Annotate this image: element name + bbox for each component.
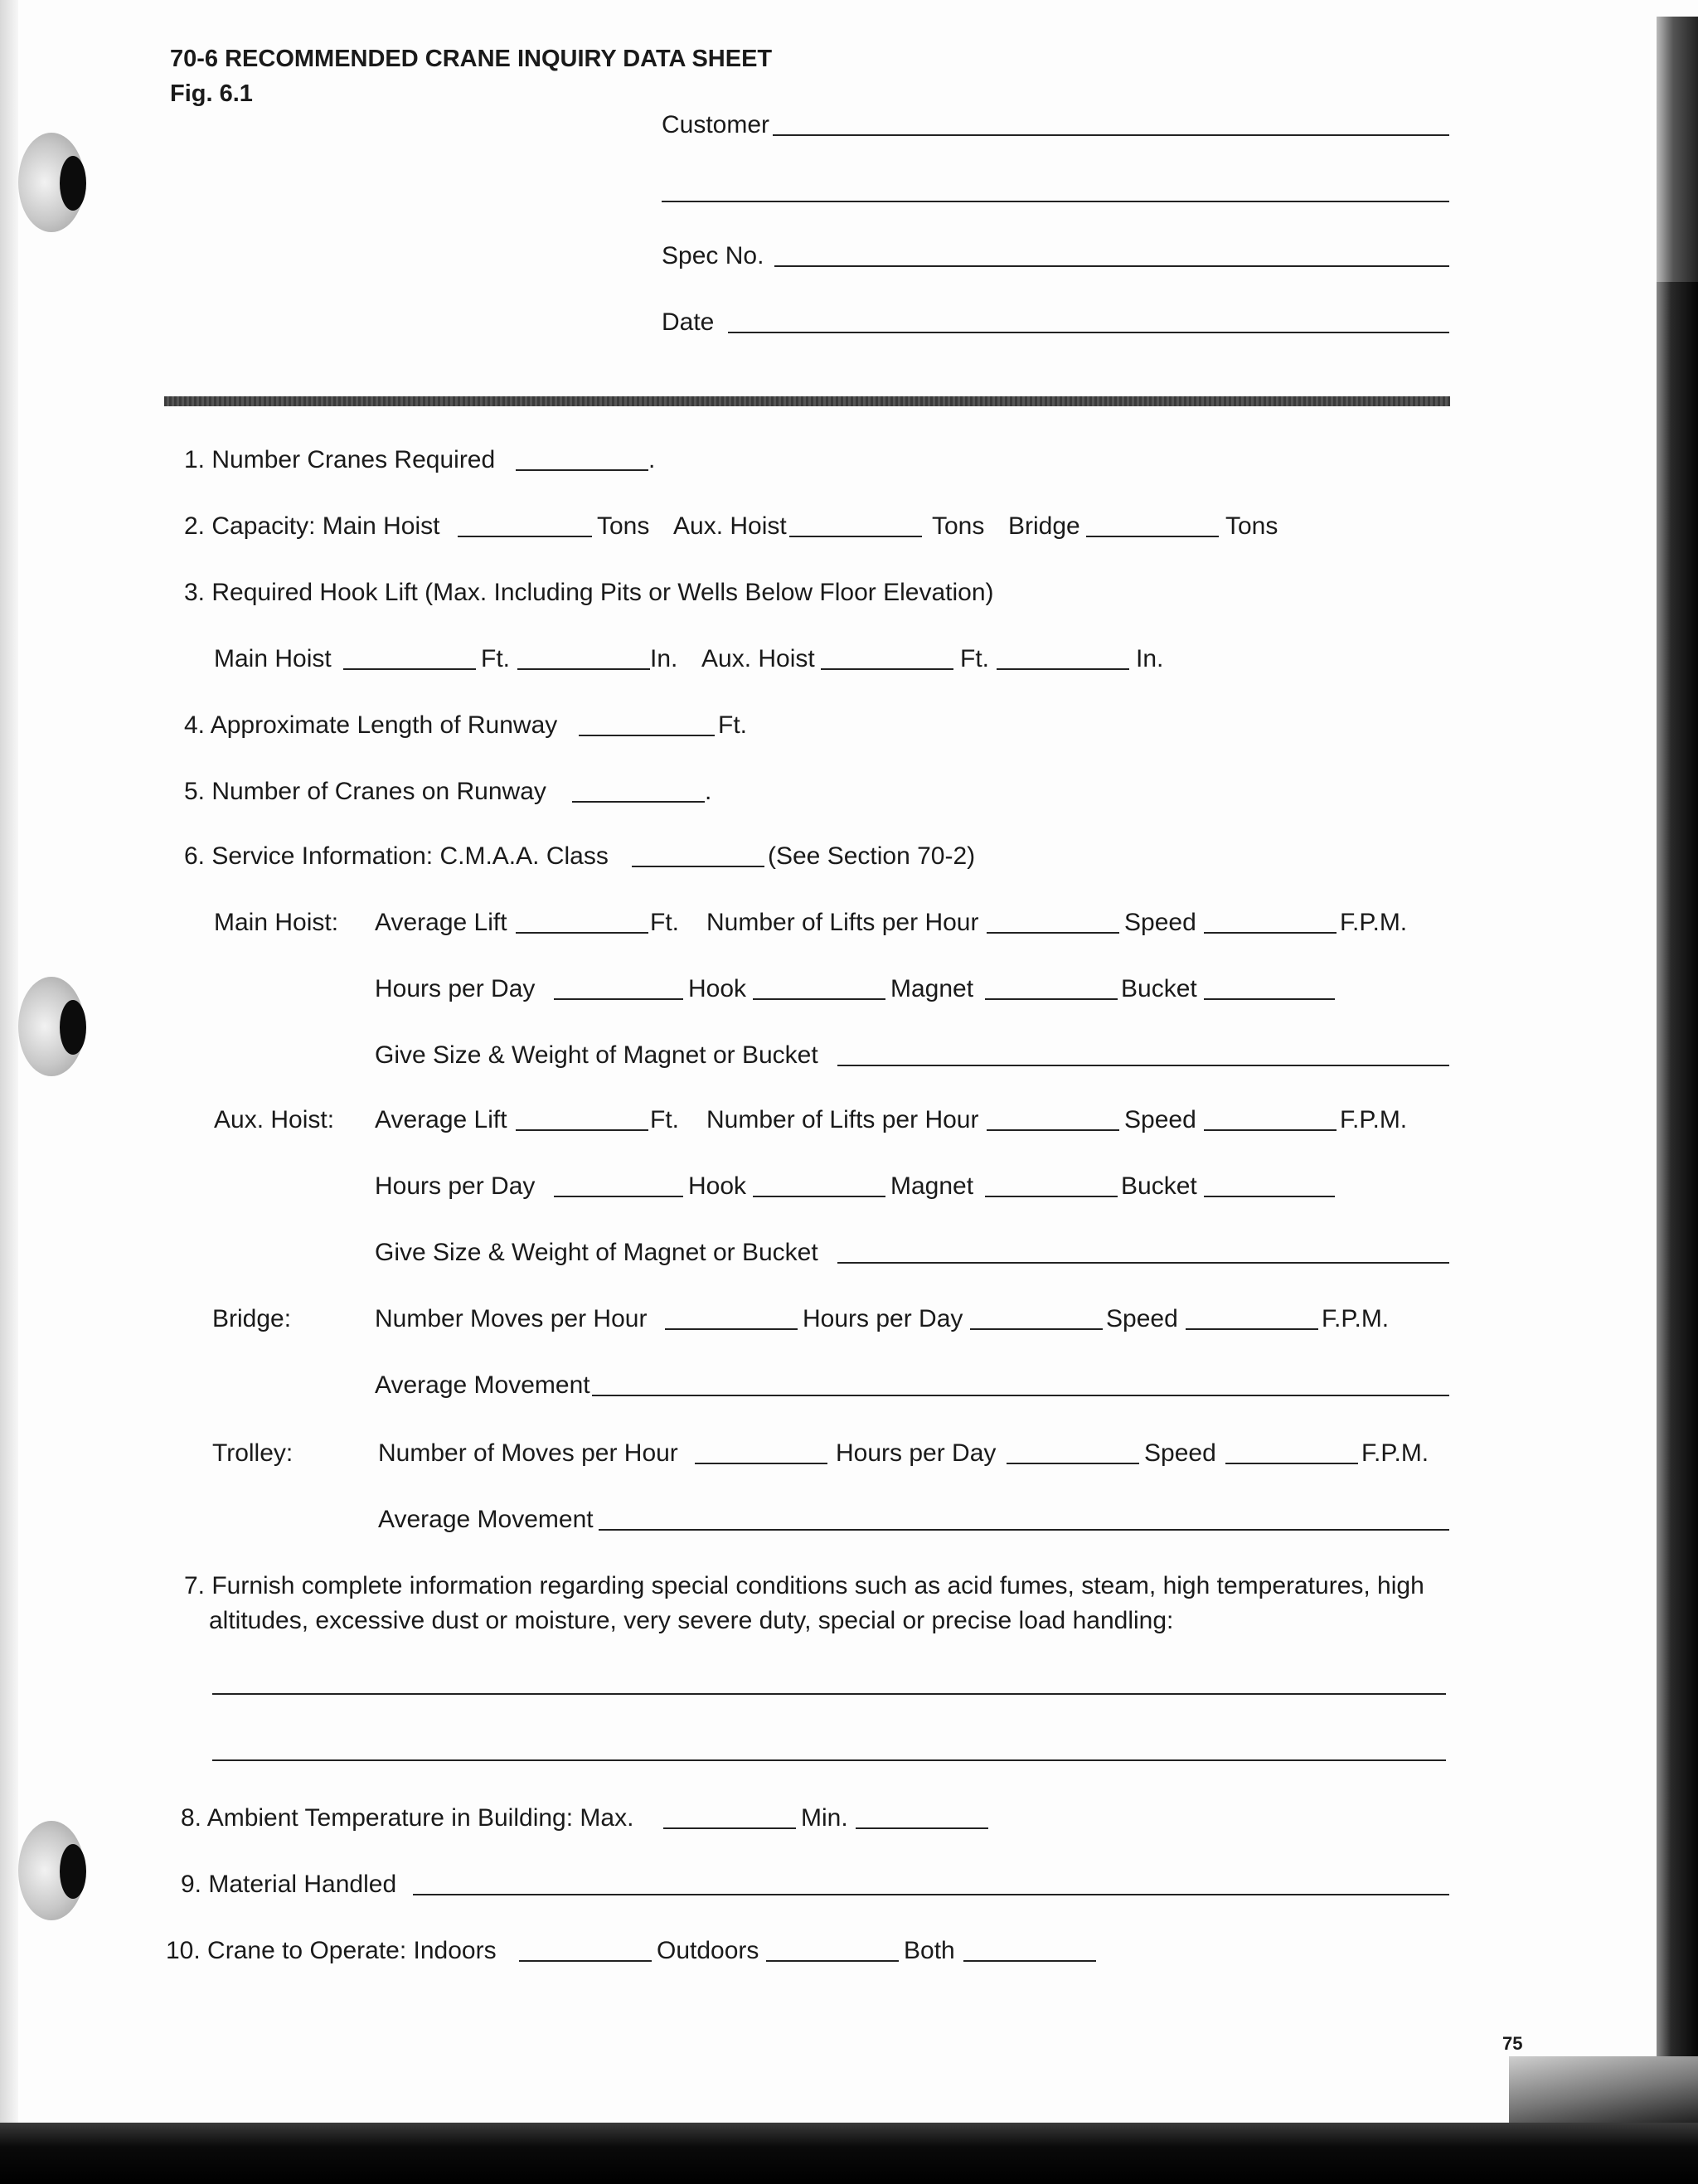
page-number: 75 — [1502, 2033, 1523, 2054]
page-left-edge — [0, 0, 18, 2184]
main-speed-field[interactable] — [1204, 932, 1337, 934]
trolley-moves-label: Number of Moves per Hour — [378, 1439, 678, 1467]
customer-label: Customer — [662, 111, 770, 138]
item-8-label: 8. Ambient Temperature in Building: Max. — [181, 1804, 634, 1832]
both-field[interactable] — [963, 1960, 1096, 1962]
bridge-avg-movement-label: Average Movement — [375, 1371, 590, 1399]
binder-hole-middle — [18, 977, 85, 1076]
bridge-speed-field[interactable] — [1186, 1328, 1318, 1330]
main-bucket-label: Bucket — [1121, 975, 1197, 1002]
item-3-label: 3. Required Hook Lift (Max. Including Pits or Wells Below Floor Elevation) — [184, 579, 994, 606]
ft-label-2: Ft. — [960, 645, 989, 672]
aux-hook-label: Hook — [688, 1172, 747, 1200]
figure-label: Fig. 6.1 — [170, 80, 253, 107]
aux-hours-field[interactable] — [554, 1196, 683, 1197]
bridge-capacity-label: Bridge — [1008, 512, 1080, 540]
aux-hook-field[interactable] — [753, 1196, 885, 1197]
main-hook-label: Hook — [688, 975, 747, 1002]
trolley-avg-movement-field[interactable] — [599, 1529, 1449, 1531]
aux-hoist-capacity-field[interactable] — [789, 536, 922, 537]
item-6-label: 6. Service Information: C.M.A.A. Class — [184, 842, 609, 870]
tons-label-1: Tons — [597, 512, 650, 540]
item-5-period: . — [705, 778, 712, 805]
aux-hours-label: Hours per Day — [375, 1172, 536, 1200]
in-label-1: In. — [650, 645, 678, 672]
page-bottom-edge-shadow — [0, 2123, 1698, 2184]
main-give-size-label: Give Size & Weight of Magnet or Bucket — [375, 1041, 818, 1069]
trolley-fpm-label: F.P.M. — [1361, 1439, 1429, 1467]
main-hoist-section-label: Main Hoist: — [214, 909, 339, 936]
page-right-edge-shadow — [1657, 17, 1698, 2056]
bridge-hours-label: Hours per Day — [803, 1305, 963, 1332]
temp-min-label: Min. — [801, 1804, 848, 1832]
date-label: Date — [662, 308, 715, 336]
aux-avg-lift-ft-label: Ft. — [650, 1106, 679, 1133]
bridge-hours-field[interactable] — [970, 1328, 1103, 1330]
aux-hoist-capacity-label: Aux. Hoist — [673, 512, 787, 540]
bridge-moves-field[interactable] — [665, 1328, 798, 1330]
main-avg-lift-label: Average Lift — [375, 909, 507, 936]
main-hook-field[interactable] — [753, 998, 885, 1000]
spec-no-label: Spec No. — [662, 242, 764, 269]
in-label-2: In. — [1136, 645, 1164, 672]
main-avg-lift-ft-label: Ft. — [650, 909, 679, 936]
special-conditions-field-1[interactable] — [212, 1693, 1446, 1695]
aux-bucket-field[interactable] — [1204, 1196, 1335, 1197]
cranes-required-field[interactable] — [516, 469, 648, 471]
aux-give-size-label: Give Size & Weight of Magnet or Bucket — [375, 1239, 818, 1266]
document-title: 70-6 RECOMMENDED CRANE INQUIRY DATA SHEET — [170, 46, 773, 72]
main-hours-label: Hours per Day — [375, 975, 536, 1002]
item-7-line1: 7. Furnish complete information regarding special conditions such as acid fumes, steam, high temperatures, high — [184, 1572, 1424, 1599]
see-section-note: (See Section 70-2) — [768, 842, 976, 870]
main-hoist-capacity-field[interactable] — [458, 536, 592, 537]
aux-avg-lift-field[interactable] — [516, 1129, 648, 1131]
aux-magnet-label: Magnet — [890, 1172, 974, 1200]
item-10-label: 10. Crane to Operate: Indoors — [166, 1937, 497, 1964]
special-conditions-field-2[interactable] — [212, 1759, 1446, 1761]
aux-speed-field[interactable] — [1204, 1129, 1337, 1131]
main-bucket-field[interactable] — [1204, 998, 1335, 1000]
main-avg-lift-field[interactable] — [516, 932, 648, 934]
item-4-label: 4. Approximate Length of Runway — [184, 711, 558, 739]
cmaa-class-field[interactable] — [632, 866, 764, 867]
hook-lift-main-hoist-label: Main Hoist — [214, 645, 332, 672]
trolley-speed-field[interactable] — [1225, 1463, 1358, 1464]
page-corner-stack — [1509, 2056, 1698, 2131]
binder-hole-bottom — [18, 1821, 85, 1920]
aux-give-size-field[interactable] — [837, 1262, 1449, 1264]
trolley-hours-label: Hours per Day — [836, 1439, 997, 1467]
bridge-avg-movement-field[interactable] — [592, 1395, 1449, 1396]
trolley-hours-field[interactable] — [1007, 1463, 1139, 1464]
main-magnet-field[interactable] — [985, 998, 1118, 1000]
aux-lifts-per-hour-label: Number of Lifts per Hour — [706, 1106, 979, 1133]
both-label: Both — [904, 1937, 955, 1964]
bridge-fpm-label: F.P.M. — [1322, 1305, 1390, 1332]
binder-hole-top — [18, 133, 85, 232]
date-field[interactable] — [728, 332, 1449, 333]
aux-hoist-in-field[interactable] — [997, 668, 1129, 670]
bridge-moves-label: Number Moves per Hour — [375, 1305, 648, 1332]
outdoors-field[interactable] — [766, 1960, 899, 1962]
page-right-edge-top — [1657, 17, 1698, 282]
aux-hoist-section-label: Aux. Hoist: — [214, 1106, 335, 1133]
spec-no-field[interactable] — [774, 265, 1449, 267]
indoors-field[interactable] — [519, 1960, 652, 1962]
runway-ft-label: Ft. — [718, 711, 747, 739]
item-1-period: . — [648, 446, 656, 473]
aux-lifts-per-hour-field[interactable] — [987, 1129, 1119, 1131]
trolley-section-label: Trolley: — [212, 1439, 294, 1467]
customer-field[interactable] — [773, 134, 1449, 136]
main-hours-field[interactable] — [554, 998, 683, 1000]
bridge-section-label: Bridge: — [212, 1305, 292, 1332]
main-fpm-label: F.P.M. — [1340, 909, 1408, 936]
main-give-size-field[interactable] — [837, 1065, 1449, 1066]
aux-hoist-ft-field[interactable] — [821, 668, 953, 670]
main-hoist-ft-field[interactable] — [343, 668, 476, 670]
outdoors-label: Outdoors — [657, 1937, 759, 1964]
aux-avg-lift-label: Average Lift — [375, 1106, 507, 1133]
aux-speed-label: Speed — [1124, 1106, 1196, 1133]
trolley-moves-field[interactable] — [695, 1463, 827, 1464]
ft-label-1: Ft. — [481, 645, 510, 672]
tons-label-2: Tons — [932, 512, 985, 540]
item-1-label: 1. Number Cranes Required — [184, 446, 496, 473]
aux-fpm-label: F.P.M. — [1340, 1106, 1408, 1133]
main-magnet-label: Magnet — [890, 975, 974, 1002]
bridge-speed-label: Speed — [1106, 1305, 1178, 1332]
hook-lift-aux-hoist-label: Aux. Hoist — [701, 645, 815, 672]
section-divider — [164, 396, 1450, 406]
main-speed-label: Speed — [1124, 909, 1196, 936]
main-lifts-per-hour-label: Number of Lifts per Hour — [706, 909, 979, 936]
item-2-label: 2. Capacity: Main Hoist — [184, 512, 440, 540]
main-lifts-per-hour-field[interactable] — [987, 932, 1119, 934]
aux-magnet-field[interactable] — [985, 1196, 1118, 1197]
material-handled-field[interactable] — [413, 1894, 1449, 1895]
tons-label-3: Tons — [1225, 512, 1278, 540]
temp-max-field[interactable] — [663, 1827, 796, 1829]
customer-field-line2[interactable] — [662, 201, 1449, 202]
main-hoist-in-field[interactable] — [517, 668, 650, 670]
trolley-avg-movement-label: Average Movement — [378, 1506, 594, 1533]
aux-bucket-label: Bucket — [1121, 1172, 1197, 1200]
runway-length-field[interactable] — [579, 735, 715, 736]
item-7-line2: altitudes, excessive dust or moisture, very severe duty, special or precise load handling: — [209, 1607, 1174, 1634]
trolley-speed-label: Speed — [1144, 1439, 1216, 1467]
item-9-label: 9. Material Handled — [181, 1871, 397, 1898]
item-5-label: 5. Number of Cranes on Runway — [184, 778, 546, 805]
bridge-capacity-field[interactable] — [1086, 536, 1219, 537]
temp-min-field[interactable] — [856, 1827, 988, 1829]
cranes-on-runway-field[interactable] — [572, 801, 705, 803]
